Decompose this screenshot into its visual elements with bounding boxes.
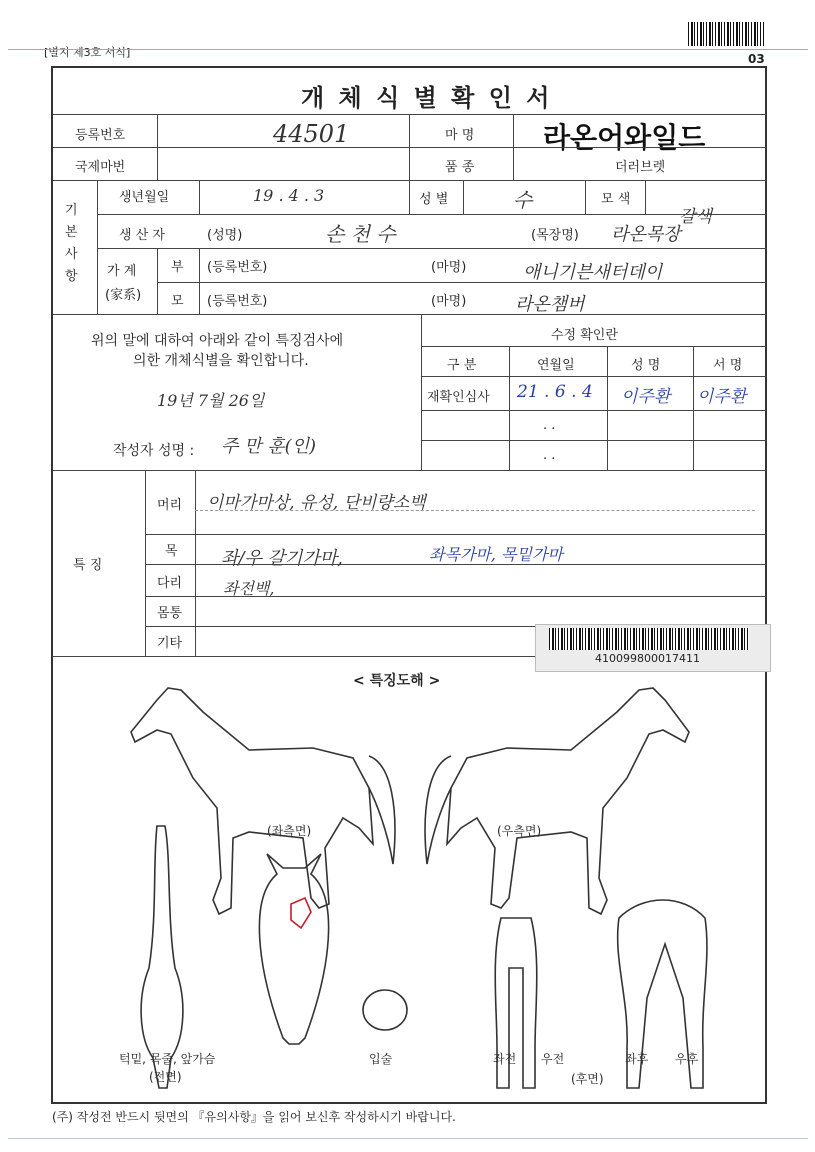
- right-side-caption: (우측면): [497, 824, 542, 838]
- features-section-label: 특 징: [73, 558, 103, 573]
- etc-label: 기타: [157, 636, 183, 651]
- diagram-title: < 특징도해 >: [353, 673, 441, 689]
- left-side-horse: [131, 688, 373, 914]
- sire-horse-sub: (마명): [431, 260, 467, 275]
- rev-col-type: 구 분: [447, 358, 477, 373]
- rear-view-caption: (후면): [571, 1072, 604, 1086]
- sticker-barcode: [549, 628, 749, 650]
- dam-label: 모: [171, 294, 184, 309]
- right-fore-caption: 우전: [541, 1052, 565, 1066]
- barcode-number: 410099800017411: [595, 652, 700, 665]
- birth-label: 생년월일: [119, 190, 170, 205]
- legs-value: 좌전백,: [223, 579, 275, 598]
- confirm-text-2: 의한 개체식별을 확인합니다.: [133, 353, 309, 369]
- rev-row2-date: . .: [543, 418, 556, 433]
- sire-reg-sub: (등록번호): [207, 260, 268, 275]
- rev-row1-date: 21 . 6 . 4: [517, 382, 593, 402]
- page-number: 03: [748, 52, 765, 66]
- left-fore-caption: 좌전: [493, 1052, 517, 1066]
- rev-col-date: 연월일: [537, 358, 575, 373]
- muzzle-view: [363, 990, 407, 1030]
- footer-note: (주) 작성전 반드시 뒷면의 『유의사항』을 읽어 보신후 작성하시기 바랍니다.: [52, 1110, 456, 1124]
- rev-row1-sign: 이주환: [697, 387, 747, 407]
- dam-horse-sub: (마명): [431, 294, 467, 309]
- producer-label: 생 산 자: [119, 228, 165, 243]
- head-label: 머리: [157, 498, 183, 513]
- farm-value: 라온목장: [611, 224, 681, 245]
- head-value: 이마가마상, 유성, 단비량소백: [207, 493, 426, 513]
- form-tag: [별지 제3호 서식]: [44, 46, 131, 59]
- horse-name-value: 라온어와일드: [543, 121, 706, 154]
- confirm-text-1: 위의 말에 대하여 아래와 같이 특징검사에: [91, 333, 344, 349]
- dam-reg-sub: (등록번호): [207, 294, 268, 309]
- muzzle-caption: 입술: [369, 1052, 393, 1066]
- rev-row1-type: 재확인심사: [427, 390, 490, 405]
- author-value: 주 만 훈(인): [221, 436, 317, 457]
- form-title: 개 체 식 별 확 인 서: [301, 84, 553, 112]
- forehead-mark: [291, 898, 311, 928]
- bottom-rule: [8, 1138, 808, 1139]
- rev-col-name: 성 명: [631, 358, 661, 373]
- rev-row3-date: . .: [543, 448, 556, 463]
- right-side-horse: [447, 688, 689, 914]
- dam-name: 라온챔버: [515, 294, 585, 315]
- confirm-date: 19년 7월 26일: [157, 391, 265, 410]
- front-view-caption: (전면): [149, 1070, 182, 1084]
- basic-section-label: 기 본 사 항: [65, 203, 78, 284]
- neck-value-1: 좌/우 갈기가마,: [221, 548, 343, 569]
- identification-form: [51, 66, 767, 1104]
- head-front-view: [259, 854, 328, 1044]
- left-side-tail: [369, 756, 395, 864]
- author-label: 작성자 성명 :: [113, 443, 195, 459]
- producer-value: 손 천 수: [325, 222, 396, 246]
- front-neck-view: [141, 826, 183, 1088]
- body-label: 몸통: [157, 606, 183, 621]
- revision-title: 수정 확인란: [551, 328, 618, 343]
- sex-value: 수: [513, 188, 533, 212]
- color-label: 모 색: [601, 192, 631, 207]
- reg-no-label: 등록번호: [75, 128, 126, 143]
- rev-col-sign: 서 명: [713, 358, 743, 373]
- breed-value: 더러브렛: [615, 160, 666, 175]
- sex-label: 성 별: [419, 192, 449, 207]
- diagram-drawing: [53, 668, 765, 1108]
- breed-label: 품 종: [445, 160, 475, 175]
- top-rule: [8, 49, 808, 50]
- sire-name: 애니기븐새터데이: [523, 262, 663, 283]
- intl-no-label: 국제마번: [75, 160, 126, 175]
- family-label: 가 계: [107, 264, 137, 279]
- legs-label: 다리: [157, 576, 183, 591]
- right-side-tail: [425, 756, 451, 864]
- neck-label: 목: [165, 544, 178, 559]
- horse-name-label: 마 명: [445, 128, 475, 143]
- right-hind-caption: 우후: [675, 1052, 699, 1066]
- left-side-caption: (좌측면): [267, 824, 312, 838]
- color-value: 갈색: [679, 207, 712, 227]
- neck-value-2: 좌목가마, 목밑가마: [429, 545, 563, 564]
- birth-value: 19 . 4 . 3: [253, 186, 325, 205]
- top-barcode: [688, 22, 764, 46]
- left-hind-caption: 좌후: [625, 1052, 649, 1066]
- producer-name-sub: (성명): [207, 228, 243, 243]
- sire-label: 부: [171, 260, 184, 275]
- farm-sub: (목장명): [531, 228, 579, 243]
- front-caption: 턱밑, 목줄, 앞가슴: [119, 1052, 216, 1066]
- rev-row1-name: 이주환: [621, 387, 671, 407]
- reg-no-value: 44501: [273, 120, 350, 148]
- family-hanja: (家系): [105, 288, 142, 303]
